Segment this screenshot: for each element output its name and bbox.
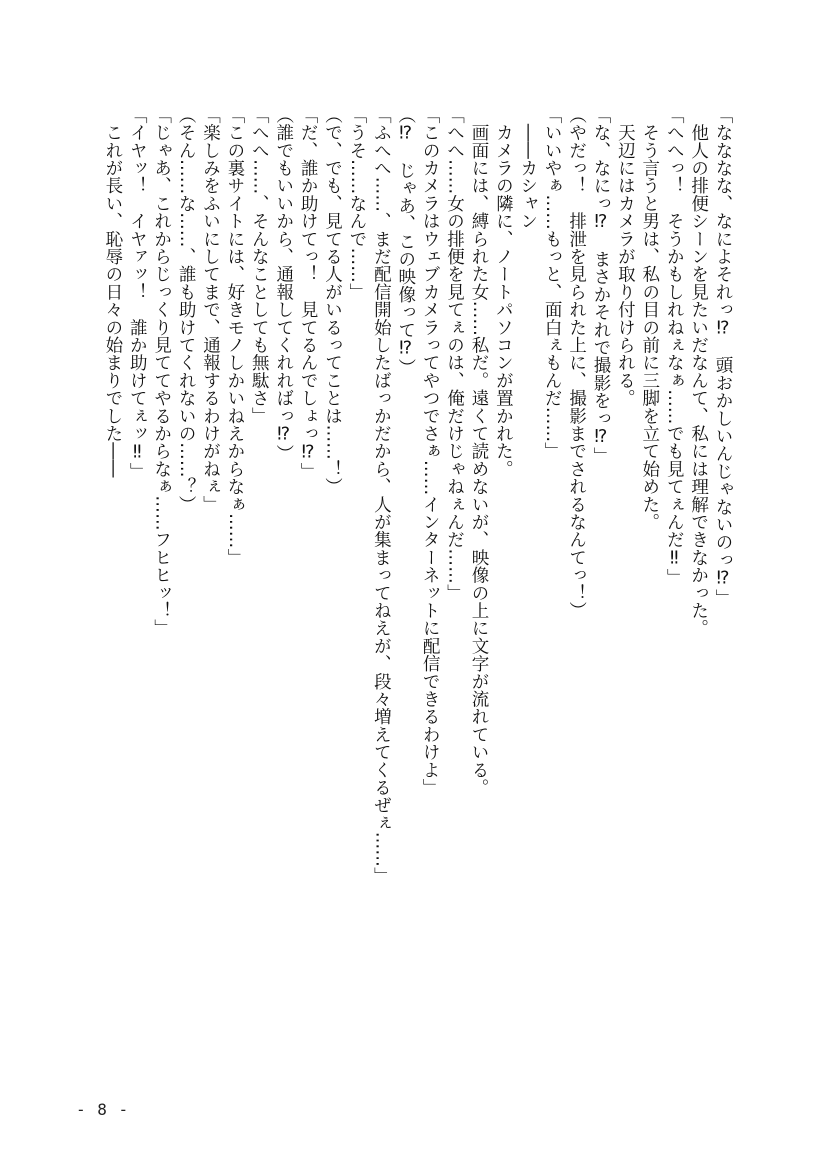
text-line: 「だ、誰か助けてっ！ 見てるんでしょっ⁉」 xyxy=(298,106,319,481)
text-line: 「なななな、なによそれっ⁉ 頭おかしいんじゃないのっ⁉」 xyxy=(713,106,733,607)
text-line: 他人の排便シーンを見たいだなんて、私には理解できなかった。 xyxy=(688,106,709,637)
text-line: 「このカメラはウェブカメラってやつでさぁ……インターネットに配信できるわけよ」 xyxy=(420,106,441,797)
text-line: 「この裏サイトには、好きモノしかいねえからなぁ……」 xyxy=(224,106,245,567)
text-line: 画面には、縛られた女……私だ。遠くて読めないが、映像の上に文字が流れている。 xyxy=(468,106,489,797)
text-line: 「へへ……女の排便を見てぇのは、俺だけじゃねぇんだ……」 xyxy=(444,106,465,602)
text-line: 「うそ……なんで……」 xyxy=(346,106,367,301)
vertical-text-body xyxy=(102,106,735,885)
text-line: （⁉ じゃあ、この映像って⁉） xyxy=(395,106,416,377)
text-line: 「へへっ！ そうかもしれねぇなぁ……でも見てぇんだ‼」 xyxy=(664,106,685,587)
text-line: 「いいやぁ……もっと、面白ぇもんだ……」 xyxy=(542,106,563,460)
text-line: 「ふへへ……、まだ配信開始したばっかだから、人が集まってねえが、段々増えてくるぜぇ……」 xyxy=(371,106,392,885)
text-line: （誰でもいいから、通報してくれればっ⁉） xyxy=(273,106,294,463)
text-line: そう言うと男は、私の目の前に三脚を立て始めた。 xyxy=(639,106,660,531)
text-line: （で、でも、見てる人がいるってことは……！） xyxy=(322,106,343,496)
text-line: 天辺にはカメラが取り付けられる。 xyxy=(615,106,636,407)
text-line: これが長い、恥辱の日々の始まりでした―― xyxy=(102,106,123,478)
text-line: 「楽しみをふいにしてまで、通報するわけがねぇ」 xyxy=(200,106,221,514)
text-line: 「な、なにっ⁉ まさかそれで撮影をっ⁉」 xyxy=(590,106,611,465)
text-line: 「じゃあ、これからじっくり見ててやるからなぁ……フヒヒッ！」 xyxy=(151,106,172,637)
text-line: （やだっ！ 排泄を見られた上に、撮影までされるなんてっ！） xyxy=(566,106,587,620)
text-line: 「へへ……、そんなことしても無駄さ」 xyxy=(249,106,270,425)
text-line: （そん……な……、誰も助けてくれないの……？） xyxy=(176,106,197,514)
text-line: ――カシャン xyxy=(517,106,538,230)
page-number: - 8 - xyxy=(76,1100,130,1119)
text-line: 「イヤッ！ イヤァッ！ 誰か助けてぇッ‼」 xyxy=(127,106,148,481)
text-line: カメラの隣に、ノートパソコンが置かれた。 xyxy=(493,106,514,478)
